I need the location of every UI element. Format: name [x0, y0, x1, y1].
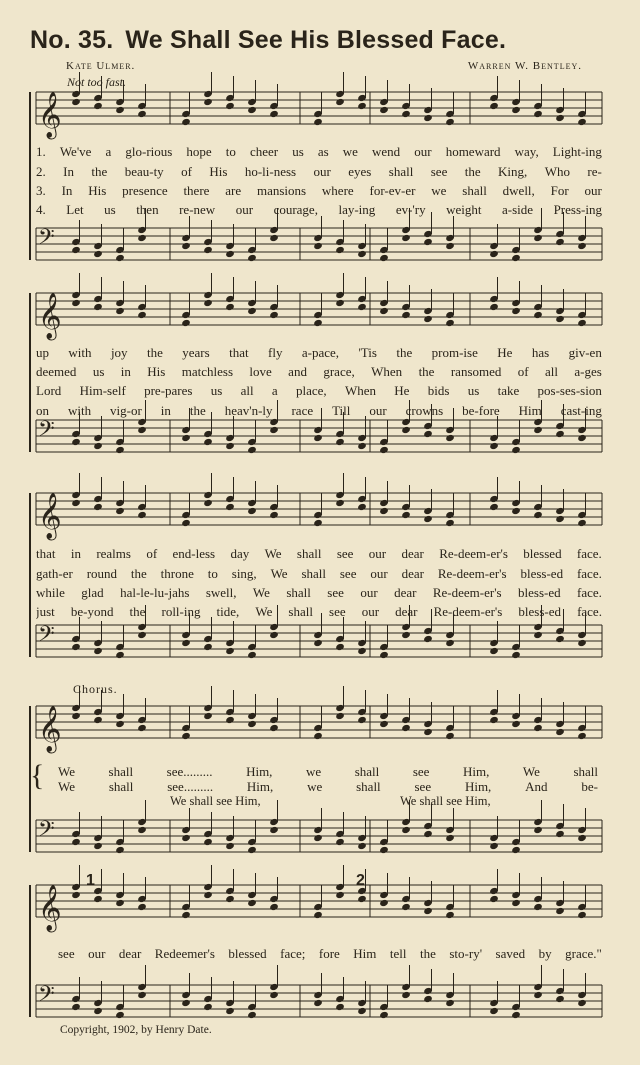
treble-clef-icon: 𝄞	[38, 92, 62, 138]
note-group	[71, 965, 587, 1019]
lyric-word: 4.	[36, 202, 46, 217]
composer-credit: Warren W. Bentley.	[467, 60, 582, 72]
verse1-line2	[36, 345, 602, 360]
lyric-word: bless-ed	[520, 566, 564, 581]
lyric-word: shall	[356, 779, 381, 794]
lyric-word: of	[517, 364, 529, 379]
lyric-word: by	[538, 946, 552, 961]
lyric-word: on	[36, 403, 49, 418]
lyric-word: our	[414, 144, 432, 159]
lyric-word: the	[146, 345, 163, 360]
chorus-echo2: We shall see Him,	[400, 794, 491, 808]
lyric-word: shall	[286, 585, 311, 600]
lyric-word: that	[36, 546, 56, 561]
lyric-word: homeward	[445, 144, 501, 159]
lyric-word: glo-rious	[125, 144, 173, 159]
lyric-word: deemed	[36, 364, 77, 379]
lyric-word: to	[225, 144, 236, 159]
lyric-word: way,	[514, 144, 539, 159]
lyric-word: our	[368, 546, 387, 561]
lyric-word: are	[225, 183, 242, 198]
lyric-word: our	[360, 585, 378, 600]
lyric-word: the	[464, 164, 481, 179]
lyric-word: blessed	[523, 546, 562, 561]
lyric-word: shall	[573, 764, 598, 779]
second-ending-number: 2	[356, 872, 365, 889]
verse4-line1	[36, 202, 602, 217]
lyric-word: to	[207, 566, 218, 581]
note-group	[71, 865, 587, 919]
lyric-word: our	[313, 164, 331, 179]
lyric-word: Re-deem-er's	[439, 546, 508, 561]
lyric-word: race	[291, 403, 314, 418]
lyric-word: weight	[446, 202, 482, 217]
lyric-word: face.	[576, 546, 602, 561]
lyric-word: face.	[576, 566, 602, 581]
chorus-label: Chorus.	[73, 682, 118, 696]
lyric-word: realms	[96, 546, 131, 561]
lyric-word: we	[305, 764, 322, 779]
lyric-word: 3.	[36, 183, 46, 198]
lyric-word: in	[70, 546, 81, 561]
lyric-word: sing,	[231, 566, 257, 581]
lyric-word: Press-ing	[553, 202, 602, 217]
lyric-word: all	[545, 364, 559, 379]
lyric-word: us	[92, 364, 105, 379]
lyric-word: see	[412, 764, 430, 779]
lyric-word: matchless	[181, 364, 233, 379]
lyric-word: up	[36, 345, 49, 360]
lyric-word: cast-ing	[560, 403, 602, 418]
lyric-word: He	[497, 345, 513, 360]
lyric-word: Him	[353, 946, 377, 961]
lyric-word: fly	[268, 345, 283, 360]
lyric-word: us	[210, 383, 223, 398]
lyric-word: courage,	[273, 202, 318, 217]
lyric-word: see	[327, 585, 344, 600]
lyric-word: see	[339, 566, 357, 581]
lyric-word: we	[307, 779, 323, 794]
hymn-number: No. 35.	[30, 26, 114, 54]
lyric-word: sto-ry'	[449, 946, 483, 961]
bass-clef-icon: 𝄢	[38, 982, 55, 1012]
lyric-word: a	[105, 144, 112, 159]
note-group	[71, 686, 587, 740]
lyric-word: bless-ed	[518, 585, 561, 600]
lyric-word: vig-or	[110, 403, 142, 418]
lyric-word: the	[189, 403, 206, 418]
lyric-word: see.........	[166, 764, 213, 779]
lyric-word: the	[130, 566, 147, 581]
lyric-word: the	[420, 946, 436, 961]
lyric-word: Light-ing	[552, 144, 602, 159]
lyric-word: our	[88, 946, 106, 961]
lyric-word: shall	[388, 164, 414, 179]
lyric-word: and	[288, 364, 307, 379]
lyric-word: us	[104, 202, 116, 217]
lyric-word: re-	[587, 164, 602, 179]
lyric-word: the	[418, 364, 435, 379]
chorus-ending-line	[58, 946, 602, 961]
lyric-word: Let	[66, 202, 84, 217]
lyric-word: be-yond	[70, 604, 114, 619]
lyric-word: us	[467, 383, 480, 398]
chorus-line1	[58, 764, 598, 779]
lyric-word: ho-li-ness	[244, 164, 297, 179]
verse4-line2	[36, 403, 602, 418]
lyric-word: prom-ise	[431, 345, 478, 360]
lyric-word: We	[264, 546, 282, 561]
lyric-word: pos-ses-sion	[537, 383, 602, 398]
lyric-word: then	[136, 202, 159, 217]
lyric-word: all	[240, 383, 254, 398]
lyric-word: saved	[495, 946, 526, 961]
lyric-word: roll-ing	[161, 604, 201, 619]
lyric-word: see	[336, 546, 354, 561]
lyric-word: throne	[160, 566, 194, 581]
lyric-word: Re-deem-er's	[433, 604, 503, 619]
verse3-line3	[36, 585, 602, 600]
verse3-line1	[36, 183, 602, 198]
lyric-word: dwell,	[502, 183, 535, 198]
lyric-word: beau-ty	[124, 164, 164, 179]
bass-clef-icon: 𝄢	[38, 817, 55, 847]
lyric-word: place,	[295, 383, 327, 398]
verse3-line2	[36, 383, 602, 398]
lyric-word: When	[371, 364, 403, 379]
copyright-notice: Copyright, 1902, by Henry Date.	[60, 1024, 212, 1036]
lyric-word: wend	[372, 144, 401, 159]
lyric-word: shall	[288, 604, 313, 619]
lyric-word: tell	[389, 946, 407, 961]
hymn-name: We Shall See His Blessed Face.	[125, 26, 507, 54]
lyric-word: We	[252, 585, 270, 600]
lyric-word: We	[522, 764, 540, 779]
lyric-word: Till	[332, 403, 351, 418]
lyric-word: When	[344, 383, 376, 398]
lyric-word: of	[146, 546, 158, 561]
lyric-word: Him	[518, 403, 542, 418]
lyric-word: we	[342, 144, 358, 159]
lyric-word: His	[209, 164, 228, 179]
lyric-word: shall	[108, 779, 134, 794]
lyric-word: tide,	[216, 604, 240, 619]
lyric-word: for-ev-er	[369, 183, 416, 198]
lyric-word: shall	[296, 546, 322, 561]
tempo-marking: Not too fast.	[67, 75, 127, 89]
lyric-word: years	[182, 345, 210, 360]
lyric-word: the	[129, 604, 146, 619]
lyric-word: the	[91, 164, 108, 179]
lyric-word: be-fore	[462, 403, 500, 418]
lyric-word: cheer	[249, 144, 279, 159]
lyric-word: where	[321, 183, 354, 198]
lyric-word: giv-en	[568, 345, 602, 360]
lyric-word: face.	[577, 585, 602, 600]
lyric-word: our	[235, 202, 254, 217]
lyric-word: end-less	[172, 546, 216, 561]
lyric-word: grace."	[565, 946, 602, 961]
verse2-line2	[36, 364, 602, 379]
lyric-word: bless-ed	[518, 604, 561, 619]
lyric-word: see	[430, 164, 448, 179]
lyric-word: crowns	[405, 403, 444, 418]
lyric-word: see	[414, 779, 432, 794]
verse2-line1	[36, 164, 602, 179]
lyric-word: love	[249, 364, 272, 379]
lyric-word: dear	[394, 585, 417, 600]
lyric-word: round	[86, 566, 118, 581]
first-ending-number: 1	[86, 872, 95, 889]
lyric-word: shall	[108, 764, 134, 779]
lyric-word: hal-le-lu-jahs	[120, 585, 190, 600]
bass-clef-icon: 𝄢	[38, 622, 55, 652]
lyric-word: His	[147, 364, 166, 379]
lyric-word: Him,	[464, 779, 492, 794]
lyric-word: bids	[427, 383, 450, 398]
lyric-word: 'Tis	[358, 345, 377, 360]
lyric-word: day	[230, 546, 250, 561]
lyric-word: while	[36, 585, 65, 600]
lyric-word: In	[63, 164, 74, 179]
chorus-line2	[58, 779, 598, 794]
verse1-line1	[36, 144, 602, 159]
lyric-word: gath-er	[36, 566, 73, 581]
lyric-word: shall	[301, 566, 326, 581]
lyric-word: King,	[498, 164, 528, 179]
lyric-word: Him,	[246, 779, 274, 794]
lyric-word: heav'n-ly	[224, 403, 273, 418]
treble-clef-icon: 𝄞	[38, 293, 62, 339]
lyric-word: be-	[581, 779, 598, 794]
verse4-line3	[36, 604, 602, 619]
lyric-word: We	[58, 779, 75, 794]
note-group	[71, 273, 587, 327]
lyric-word: we	[431, 183, 447, 198]
lyric-word: 2.	[36, 164, 46, 179]
lyric-word: us	[292, 144, 304, 159]
chorus-echo1: We shall see Him,	[170, 794, 261, 808]
lyric-word: In	[61, 183, 73, 198]
lyric-word: dear	[401, 566, 424, 581]
lyric-word: re-new	[179, 202, 216, 217]
lyric-word: For	[550, 183, 569, 198]
lyric-word: joy	[110, 345, 128, 360]
lyric-word: Re-deem-er's	[432, 585, 502, 600]
lyric-word: hope	[186, 144, 212, 159]
lyric-word: swell,	[205, 585, 237, 600]
lyric-word: see	[329, 604, 346, 619]
bass-clef-icon: 𝄢	[38, 225, 55, 255]
lyric-word: as	[317, 144, 329, 159]
lyric-word: shall	[462, 183, 487, 198]
lyric-word: dear	[118, 946, 142, 961]
lyric-word: We	[255, 604, 273, 619]
lyric-word: of	[181, 164, 192, 179]
lyric-word: with	[68, 345, 92, 360]
bass-clef-icon: 𝄢	[38, 417, 55, 447]
lyric-word: there	[183, 183, 210, 198]
lyric-word: ransomed	[450, 364, 502, 379]
note-group	[71, 473, 587, 527]
lyric-word: Re-deem-er's	[437, 566, 507, 581]
lyric-word: just	[36, 604, 55, 619]
lyric-word: our	[361, 604, 380, 619]
lyric-word: the	[396, 345, 413, 360]
lyric-word: We	[270, 566, 288, 581]
lyric-word: with	[67, 403, 92, 418]
verse1-line3	[36, 546, 602, 561]
lyric-word: We	[58, 764, 75, 779]
lyric-word: eyes	[348, 164, 372, 179]
lyric-word: dear	[395, 604, 418, 619]
treble-clef-icon: 𝄞	[38, 706, 62, 752]
lyric-word: our	[370, 566, 388, 581]
lyric-word: has	[531, 345, 550, 360]
lyric-word: see.........	[167, 779, 214, 794]
lyric-word: We've	[59, 144, 92, 159]
lyricist-credit: Kate Ulmer.	[66, 60, 136, 72]
lyric-word: face.	[577, 604, 602, 619]
lyric-word: Him-self	[79, 383, 126, 398]
lyric-word: His	[88, 183, 107, 198]
lyric-word: that	[229, 345, 249, 360]
lyric-word: shall	[354, 764, 380, 779]
lyric-word: dear	[401, 546, 424, 561]
treble-clef-icon: 𝄞	[38, 493, 62, 539]
lyric-word: presence	[122, 183, 168, 198]
chorus-brace: {	[30, 759, 45, 792]
lyric-word: a-pace,	[301, 345, 340, 360]
verse2-line3	[36, 566, 602, 581]
note-group	[71, 72, 587, 126]
lyric-word: in	[160, 403, 171, 418]
lyric-word: see	[58, 946, 75, 961]
lyric-word: our	[584, 183, 602, 198]
lyric-word: ev-'ry	[395, 202, 426, 217]
lyric-word: fore	[318, 946, 340, 961]
lyric-word: glad	[81, 585, 104, 600]
lyric-word: a	[271, 383, 278, 398]
lyric-word: face;	[280, 946, 306, 961]
lyric-word: And	[525, 779, 548, 794]
lyric-word: Redeemer's	[154, 946, 215, 961]
lyric-word: Who	[544, 164, 570, 179]
lyric-word: take	[497, 383, 520, 398]
lyric-word: in	[120, 364, 131, 379]
lyric-word: pre-pares	[144, 383, 193, 398]
lyric-word: lay-ing	[338, 202, 376, 217]
lyric-word: a-side	[502, 202, 534, 217]
note-group	[71, 800, 587, 854]
lyric-word: grace,	[323, 364, 355, 379]
lyric-word: mansions	[256, 183, 307, 198]
treble-clef-icon: 𝄞	[38, 885, 62, 931]
lyric-word: our	[369, 403, 387, 418]
lyric-word: blessed	[228, 946, 267, 961]
lyric-word: Him,	[462, 764, 490, 779]
lyric-word: Lord	[36, 383, 62, 398]
lyric-word: a-ges	[574, 364, 602, 379]
lyric-word: 1.	[36, 144, 46, 159]
lyric-word: Him,	[246, 764, 273, 779]
lyric-word: He	[394, 383, 410, 398]
